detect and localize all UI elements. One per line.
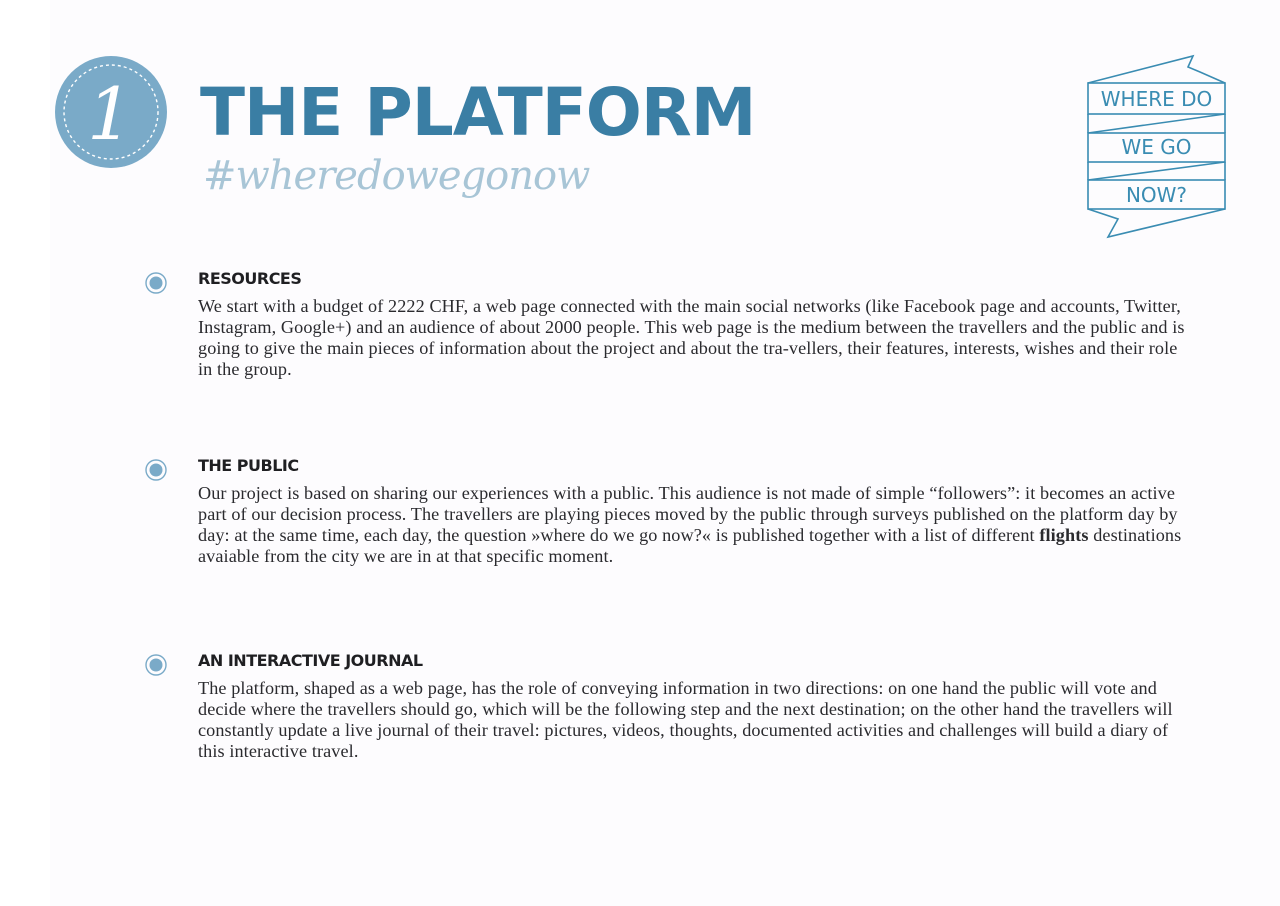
banner-line-2: WE GO	[1121, 135, 1192, 159]
number-circle-icon	[54, 55, 168, 169]
section-number: 1	[87, 72, 133, 156]
section-heading: RESOURCES	[198, 269, 302, 288]
body-text-before: Our project is based on sharing our experiences with a public. This audience is not made of simple “followers”: it becomes an active part of our decision process. The travellers are playing pieces moved by the public through surveys published on the platform day by day: at the same time, each day, the question »where do we go now?« is published together with a list of different	[198, 483, 1178, 545]
section-body: The platform, shaped as a web page, has the role of conveying information in two directions: on one hand the public will vote and decide where the travellers should go, which will be the following step and the next destination; on the other hand the travellers will constantly update a live journal of their travel: pictures, videos, thoughts, documented activities and challenges will build a diary of this interactive travel.	[198, 678, 1173, 761]
hashtag-subtitle: #wheredowegonow	[203, 153, 590, 199]
banner-line-3: NOW?	[1125, 183, 1188, 207]
section-heading: AN INTERACTIVE JOURNAL	[198, 651, 423, 670]
page-margin-strip	[0, 0, 50, 906]
body-text-after: destinations avaiable from the city we are in at that specific moment.	[198, 525, 1182, 566]
radio-dot-icon	[144, 458, 168, 482]
ribbon-banner-icon	[1080, 52, 1232, 244]
section-heading: THE PUBLIC	[198, 456, 299, 475]
banner-line-1: WHERE DO	[1100, 87, 1213, 111]
page-title: THE PLATFORM	[200, 74, 756, 151]
section-body: We start with a budget of 2222 CHF, a web page connected with the main social networks (like Facebook page and accounts, Twitter, Instagram, Google+) and an audience of about 2000 people. This web page is the medium between the travellers and the public and is going to give the main pieces of information about the project and about the tra-vellers, their features, interests, wishes and their role in the group.	[198, 296, 1185, 379]
radio-dot-icon	[144, 271, 168, 295]
radio-dot-icon	[144, 653, 168, 677]
section-body	[198, 483, 1188, 567]
body-text-bold: flights	[1039, 525, 1089, 545]
